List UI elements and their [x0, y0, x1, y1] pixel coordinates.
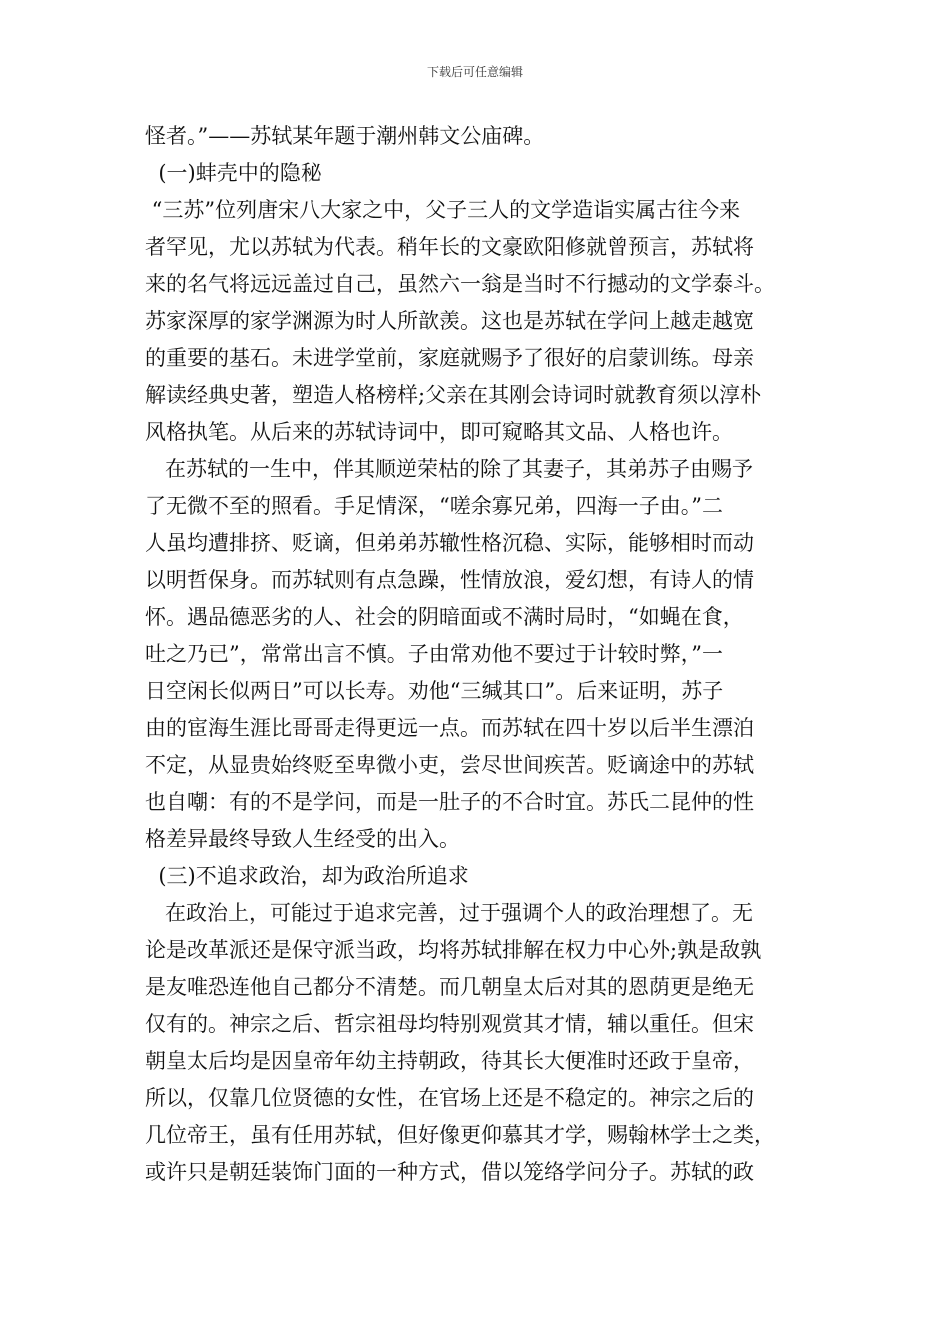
text-line: 朝皇太后均是因皇帝年幼主持朝政，待其长大便准时还政于皇帝，: [145, 1049, 754, 1073]
text-line: 来的名气将远远盖过自己，虽然六一翁是当时不行撼动的文学泰斗。: [145, 272, 775, 296]
text-line: 不定，从显贵始终贬至卑微小吏，尝尽世间疾苦。贬谪途中的苏轼: [145, 753, 754, 777]
body-text: [145, 118, 817, 1191]
text-line: 风格执笔。从后来的苏轼诗词中，即可窥略其文品、人格也许。: [145, 420, 733, 444]
text-line: 所以，仅靠几位贤德的女性，在官场上还是不稳定的。神宗之后的: [145, 1086, 754, 1110]
text-line: 论是改革派还是保守派当政，均将苏轼排解在权力中心外;孰是敌孰: [145, 938, 762, 962]
page-header: 下载后可任意编辑: [426, 65, 523, 79]
text-line: “三苏”位列唐宋八大家之中，父子三人的文学造诣实属古往今来: [145, 198, 741, 222]
text-line: 者罕见，尤以苏轼为代表。稍年长的文豪欧阳修就曾预言，苏轼将: [145, 235, 754, 259]
text-line: 以明哲保身。而苏轼则有点急躁，性情放浪，爱幻想，有诗人的情: [145, 568, 754, 592]
text-line: 是友唯恐连他自己都分不清楚。而几朝皇太后对其的恩荫更是绝无: [145, 975, 754, 999]
text-line: 或许只是朝廷装饰门面的一种方式，借以笼络学问分子。苏轼的政: [145, 1160, 754, 1184]
text-line: (三)不追求政治，却为政治所追求: [145, 864, 469, 888]
text-line: 也自嘲：有的不是学问，而是一肚子的不合时宜。苏氏二昆仲的性: [145, 790, 754, 814]
text-line: 怀。遇品德恶劣的人、社会的阴暗面或不满时局时，“如蝇在食，: [145, 605, 744, 629]
text-line: 人虽均遭排挤、贬谪，但弟弟苏辙性格沉稳、实际，能够相时而动: [145, 531, 754, 555]
text-line: 在政治上，可能过于追求完善，过于强调个人的政治理想了。无: [145, 901, 754, 925]
text-line: 的重要的基石。未进学堂前，家庭就赐予了很好的启蒙训练。母亲: [145, 346, 754, 370]
text-line: 由的宦海生涯比哥哥走得更远一点。而苏轼在四十岁以后半生漂泊: [145, 716, 754, 740]
text-line: 仅有的。神宗之后、哲宗祖母均特别观赏其才情，辅以重任。但宋: [145, 1012, 754, 1036]
text-line: 在苏轼的一生中，伴其顺逆荣枯的除了其妻子，其弟苏子由赐予: [145, 457, 754, 481]
text-line: 解读经典史著，塑造人格榜样;父亲在其刚会诗词时就教育须以淳朴: [145, 383, 762, 407]
text-line: 几位帝王，虽有任用苏轼，但好像更仰慕其才学，赐翰林学士之类，: [145, 1123, 775, 1147]
text-line: 日空闲长似两日”可以长寿。劝他“三缄其口”。后来证明，苏子: [145, 679, 724, 703]
text-line: 怪者。”——苏轼某年题于潮州韩文公庙碑。: [145, 124, 545, 148]
text-line: 苏家深厚的家学渊源为时人所歆羡。这也是苏轼在学问上越走越宽: [145, 309, 754, 333]
text-line: 格差异最终导致人生经受的出入。: [145, 827, 460, 851]
text-line: 吐之乃已”，常常出言不慎。子由常劝他不要过于计较时弊，”一: [145, 642, 723, 666]
text-line: (一)蚌壳中的隐秘: [145, 161, 322, 185]
text-line: 了无微不至的照看。手足情深，“嗟余寡兄弟，四海一子由。”二: [145, 494, 723, 518]
